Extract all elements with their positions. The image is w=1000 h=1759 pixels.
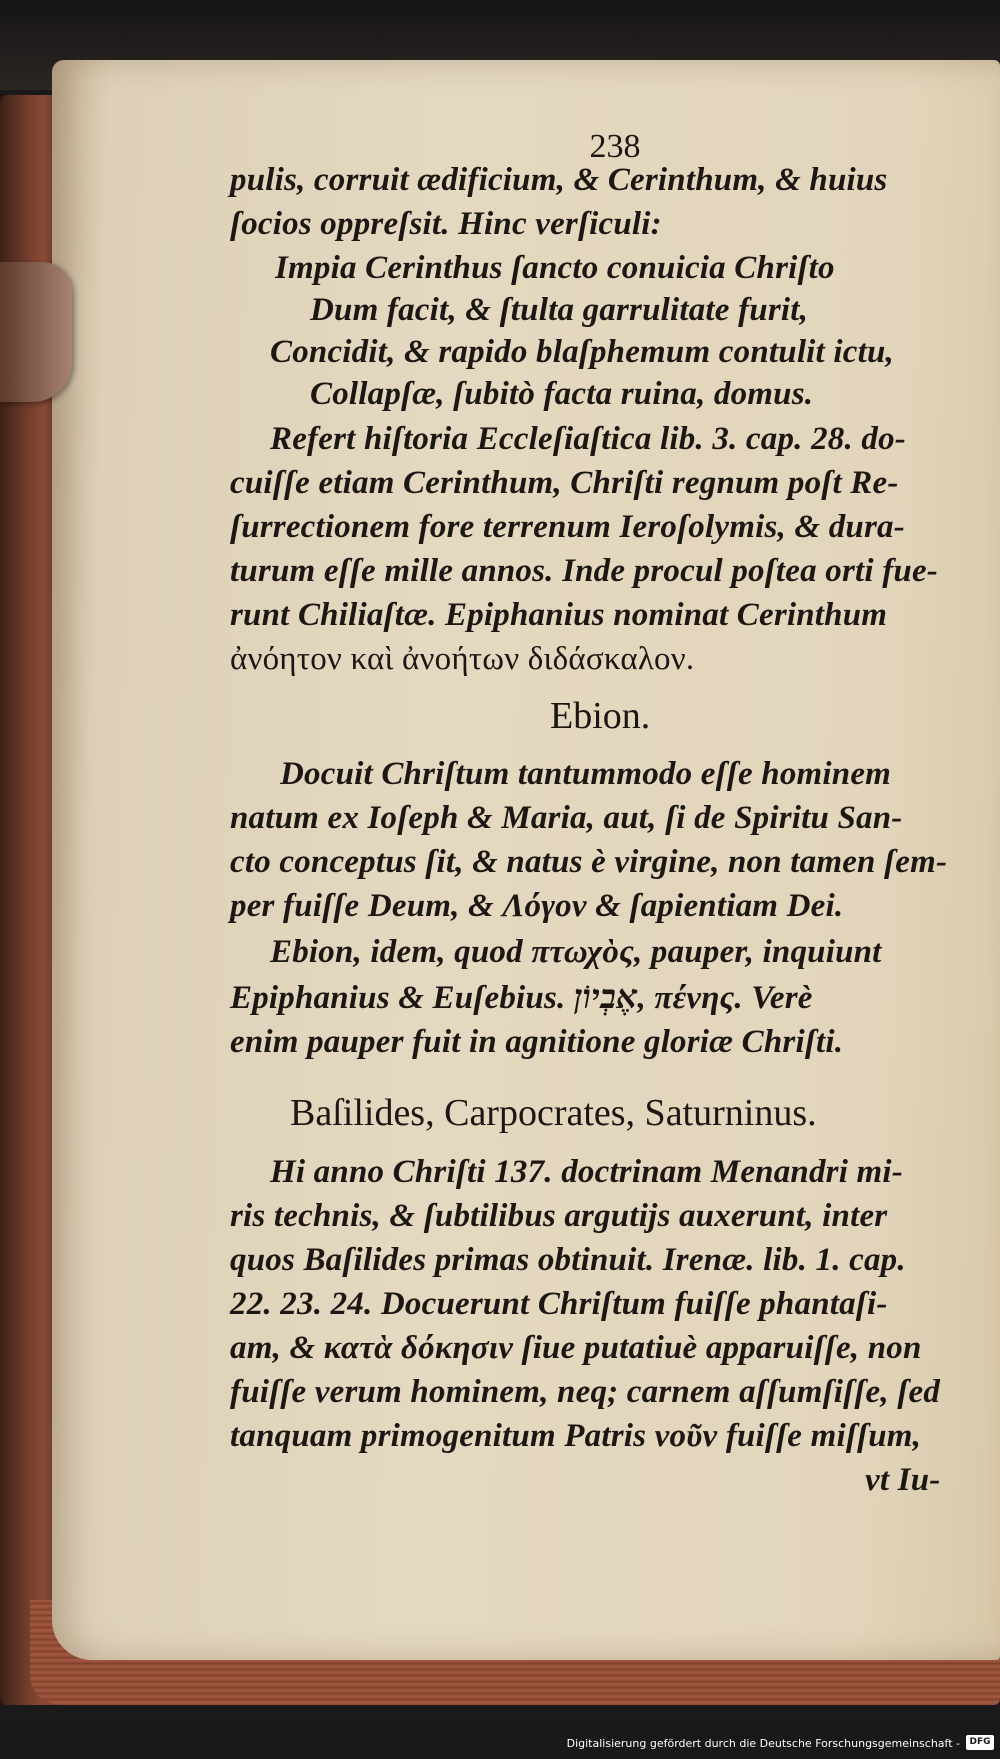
catchword: vt Iu-	[865, 1462, 941, 1498]
bookmark-tab	[0, 262, 72, 402]
verse-line: Collapſæ, ſubitò facta ruina, domus.	[310, 376, 814, 412]
text-line: ſocios oppreſsit. Hinc verſiculi:	[230, 206, 662, 242]
verse-line: Dum facit, & ſtulta garrulitate furit,	[310, 292, 809, 328]
text-line: runt Chiliaſtæ. Epiphanius nominat Cerinthum	[230, 597, 888, 633]
text-line: Refert hiſtoria Eccleſiaſtica lib. 3. cap. 28. do-	[270, 421, 906, 457]
text-line: Epiphanius & Euſebius. אֶבְיוֹן, πένης. Verè	[230, 980, 813, 1016]
text-line: turum eſſe mille annos. Inde procul poſtea orti fue-	[230, 553, 938, 589]
footer-credit: Digitalisierung gefördert durch die Deutsche Forschungsgemeinschaft -	[566, 1737, 960, 1750]
verse-line: Impia Cerinthus ſancto conuicia Chriſto	[275, 250, 835, 286]
text-line: ſurrectionem fore terrenum Ieroſolymis, & dura-	[230, 509, 905, 545]
text-line: quos Baſilides primas obtinuit. Irenæ. lib. 1. cap.	[230, 1242, 906, 1278]
text-line: natum ex Ioſeph & Maria, aut, ſi de Spiritu San-	[230, 800, 903, 836]
page-text	[230, 128, 965, 1578]
text-line: am, & κατὰ δόκησιν ſiue putatiuè apparuiſſe, non	[230, 1330, 922, 1366]
section-heading-basilides: Baſilides, Carpocrates, Saturninus.	[290, 1092, 817, 1134]
text-line: tanquam primogenitum Patris νοῦν fuiſſe miſſum,	[230, 1418, 922, 1454]
text-line: Ebion, idem, quod πτωχὸς, pauper, inquiunt	[270, 934, 882, 970]
text-line: fuiſſe verum hominem, neq; carnem aſſumſiſſe, ſed	[230, 1374, 941, 1410]
verse-line: Concidit, & rapido blaſphemum contulit ictu,	[270, 334, 894, 370]
page-number: 238	[589, 128, 641, 165]
text-line: pulis, corruit ædificium, & Cerinthum, & huius	[230, 162, 888, 198]
greek-line: ἀνόητον καὶ ἀνοήτων διδάσκαλον.	[230, 641, 695, 677]
text-line: ris technis, & ſubtilibus argutijs auxerunt, inter	[230, 1198, 888, 1234]
text-line: Docuit Chriſtum tantummodo eſſe hominem	[280, 756, 892, 792]
text-line: cto conceptus ſit, & natus è virgine, non tamen ſem-	[230, 844, 948, 880]
text-line: cuiſſe etiam Cerinthum, Chriſti regnum poſt Re-	[230, 465, 899, 501]
dfg-logo-icon: DFG	[966, 1735, 994, 1750]
text-line: 22. 23. 24. Docuerunt Chriſtum fuiſſe phantaſi-	[230, 1286, 888, 1322]
text-line: per fuiſſe Deum, & Λόγον & ſapientiam Dei.	[230, 888, 844, 924]
text-line: Hi anno Chriſti 137. doctrinam Menandri mi-	[270, 1154, 903, 1190]
section-heading-ebion: Ebion.	[550, 695, 651, 737]
text-line: enim pauper fuit in agnitione gloriæ Chriſti.	[230, 1024, 844, 1060]
footer-bar	[0, 1725, 1000, 1759]
